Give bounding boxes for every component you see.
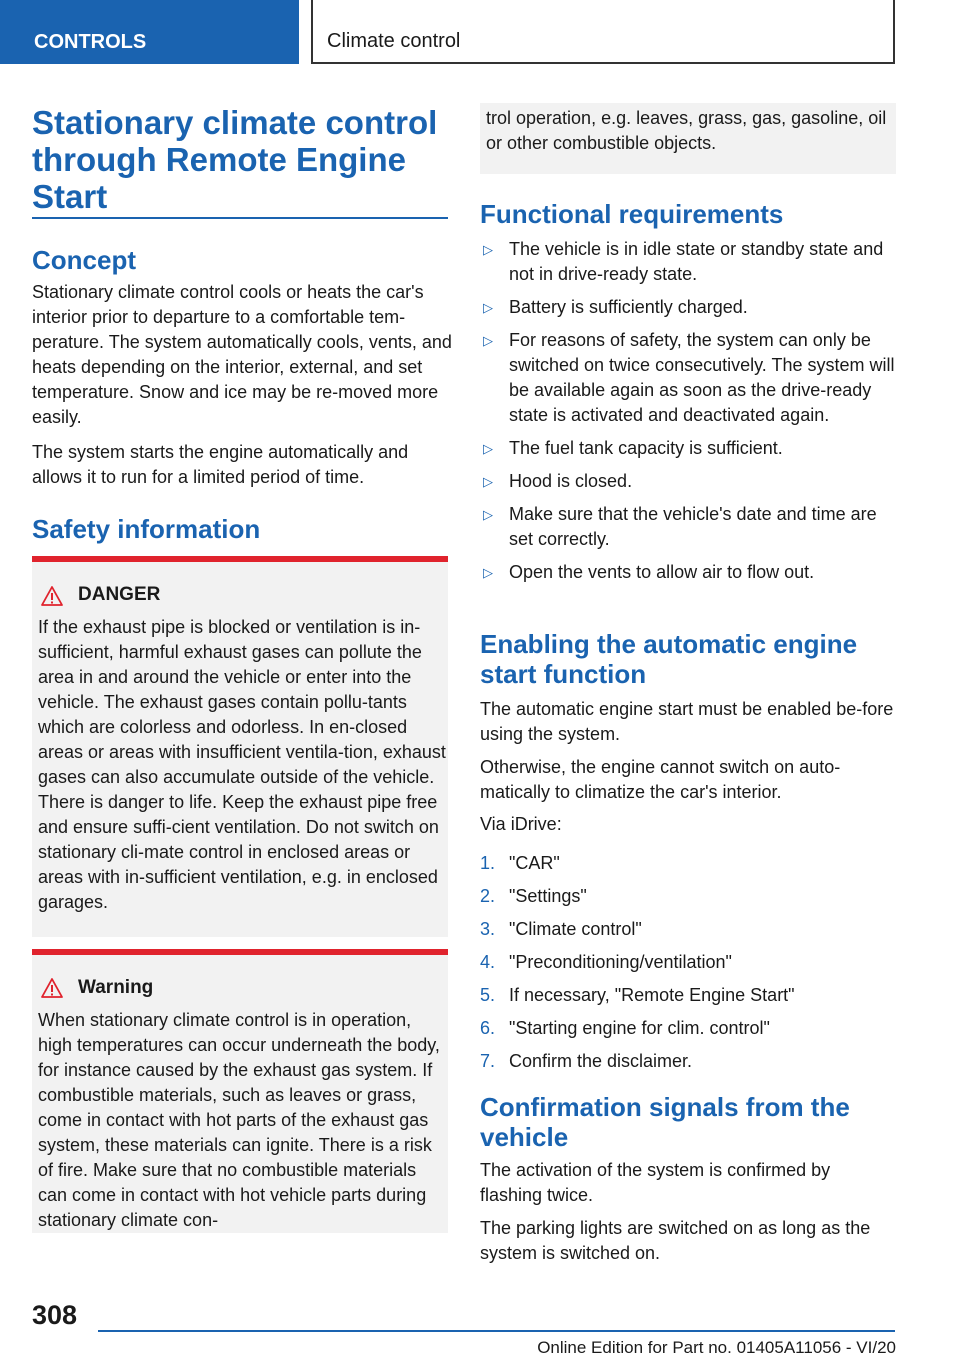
edition-note: Online Edition for Part no. 01405A11056 - VI/20	[537, 1338, 896, 1357]
enabling-paragraph-3: Via iDrive:	[480, 814, 562, 834]
warning-text-continued: trol operation, e.g. leaves, grass, gas, gasoline, oil or other combustible objects.	[486, 108, 887, 153]
bullet-triangle-icon: ▷	[483, 441, 493, 456]
page-title: Stationary climate control through Remote Engine Start	[32, 104, 438, 215]
step-item: 4. "Preconditioning/ventilation"	[480, 952, 732, 972]
warning-triangle-icon	[40, 585, 64, 607]
list-item: ▷ Open the vents to allow air to flow out.	[480, 560, 896, 585]
warning-text: When stationary climate control is in operation, high temperatures can occur underneath the body, for instance caused by the exhaust gas system. If combustible materials, such as leaves or grass, come in contact with hot parts of the exhaust gas system, these materials can ignite. There is a risk of fire. Make sure that no combustible materials can come in contact with hot vehicle parts during stationary climate con-	[38, 1010, 440, 1230]
title-divider	[32, 217, 448, 219]
topic-title: Climate control	[311, 0, 895, 64]
step-item: 6. "Starting engine for clim. control"	[480, 1018, 770, 1038]
list-item: ▷ The vehicle is in idle state or standby state and not in drive-ready state.	[483, 239, 884, 284]
step-item: 2. "Settings"	[480, 886, 587, 906]
requirements-list	[480, 237, 896, 593]
list-item: ▷ The fuel tank capacity is sufficient.	[480, 436, 896, 461]
idrive-steps-list	[480, 851, 896, 1082]
requirements-heading: Functional requirements	[480, 199, 784, 229]
bullet-triangle-icon: ▷	[483, 333, 493, 348]
enabling-paragraph-2: Otherwise, the engine cannot switch on auto-matically to climatize the car's interior.	[480, 757, 841, 802]
list-item: ▷ Hood is closed.	[480, 469, 896, 494]
list-item: ▷ Make sure that the vehicle's date and time are set correctly.	[483, 504, 877, 549]
enabling-paragraph-1: The automatic engine start must be enabled be-fore using the system.	[480, 699, 894, 744]
list-item: ▷ Battery is sufficiently charged.	[480, 295, 896, 320]
danger-bar	[32, 556, 448, 562]
step-item: 3. "Climate control"	[480, 919, 642, 939]
warning-box	[32, 949, 448, 1233]
warning-bar	[32, 949, 448, 955]
safety-heading: Safety information	[32, 514, 261, 544]
concept-paragraph-1: Stationary climate control cools or heats the car's interior prior to departure to a comfortable tem-perature. The system automatically cools, vents, and heats depending on the interior, external, and set temperature. Snow and ice may be re-moved more easily.	[32, 282, 452, 427]
bullet-triangle-icon: ▷	[483, 507, 493, 522]
step-item: 7. Confirm the disclaimer.	[480, 1051, 693, 1071]
danger-label: DANGER	[78, 584, 161, 605]
step-item: 5. If necessary, "Remote Engine Start"	[480, 985, 795, 1005]
enabling-heading: Enabling the automatic engine start function	[480, 629, 858, 689]
confirmation-heading: Confirmation signals from the vehicle	[480, 1092, 850, 1152]
confirmation-paragraph-1: The activation of the system is confirmed by flashing twice.	[480, 1160, 831, 1205]
bullet-triangle-icon: ▷	[483, 242, 493, 257]
confirmation-paragraph-2: The parking lights are switched on as long as the system is switched on.	[480, 1218, 871, 1263]
bullet-triangle-icon: ▷	[483, 565, 493, 580]
footer-divider	[98, 1330, 895, 1332]
warning-box-continued	[480, 103, 896, 174]
bullet-triangle-icon: ▷	[483, 300, 493, 315]
concept-heading: Concept	[32, 245, 136, 275]
step-item: 1. "CAR"	[480, 853, 560, 873]
danger-box	[32, 556, 448, 937]
concept-paragraph-2: The system starts the engine automatically and allows it to run for a limited period of time.	[32, 442, 409, 487]
warning-label: Warning	[78, 977, 154, 998]
page-number: 308	[32, 1300, 78, 1330]
bullet-triangle-icon: ▷	[483, 474, 493, 489]
section-tab: CONTROLS	[0, 0, 299, 64]
danger-text: If the exhaust pipe is blocked or ventilation is in-sufficient, harmful exhaust gases can pollute the area in and around the vehicle or enter into the vehicle. The exhaust gases contain pollu-tants which are colorless and odorless. In en-closed areas or areas with insufficient ventila-tion, exhaust gases can also accumulate outside of the vehicle. There is danger to life. Keep the exhaust pipe free and ensure suffi-cient ventilation. Do not switch on stationary cli-mate control in enclosed areas or areas with in-sufficient ventilation, e.g. in enclosed garages.	[38, 617, 446, 912]
list-item: ▷ For reasons of safety, the system can only be switched on twice consecutively. The system will be available again as soon as the drive-ready state is activated and deactivated again.	[483, 330, 895, 425]
warning-triangle-icon	[40, 977, 64, 999]
